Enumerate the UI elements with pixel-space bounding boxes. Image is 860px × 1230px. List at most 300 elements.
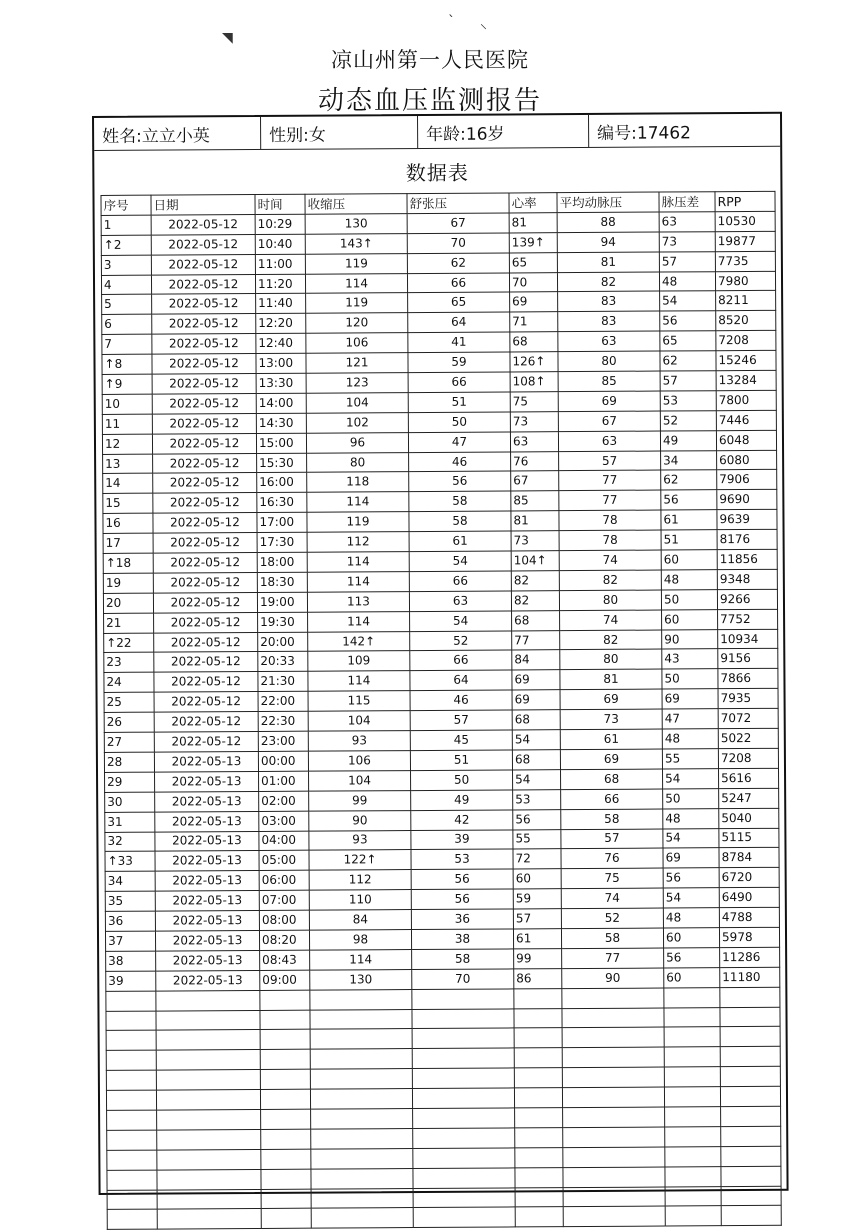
table-cell: 36 — [411, 909, 513, 930]
table-cell: 50 — [662, 669, 718, 689]
table-cell: 70 — [407, 233, 509, 254]
table-cell: 41 — [408, 332, 510, 353]
column-header: 收缩压 — [305, 194, 407, 215]
table-cell: 48 — [659, 271, 715, 291]
table-cell — [514, 988, 562, 1008]
table-cell: 82 — [557, 272, 659, 293]
table-cell: 2022-05-12 — [152, 393, 256, 414]
table-cell — [106, 1090, 156, 1110]
table-cell: 08:00 — [259, 910, 309, 930]
table-cell — [720, 1086, 780, 1106]
table-cell: 130 — [310, 969, 412, 990]
table-cell: 26 — [104, 712, 154, 732]
table-cell: 54 — [663, 888, 719, 908]
table-cell: 82 — [560, 630, 662, 651]
table-cell: 9639 — [717, 510, 777, 530]
table-cell: 6490 — [719, 887, 779, 907]
table-cell: 2022-05-13 — [154, 751, 258, 772]
table-cell: 2022-05-13 — [155, 831, 259, 852]
table-cell: 7208 — [718, 748, 778, 768]
table-cell: 5040 — [719, 808, 779, 828]
table-cell: 45 — [410, 730, 512, 751]
table-cell — [563, 1187, 665, 1208]
table-cell: 2022-05-12 — [152, 433, 256, 454]
table-cell: 13284 — [716, 370, 776, 390]
table-cell: 11:40 — [256, 294, 306, 314]
table-cell: 73 — [560, 709, 662, 730]
table-cell: 7 — [102, 334, 152, 354]
table-cell: 70 — [412, 969, 514, 990]
table-cell: 15 — [103, 493, 153, 513]
table-cell: 11 — [102, 414, 152, 434]
table-cell: 52 — [410, 631, 512, 652]
table-cell: 2022-05-12 — [152, 374, 256, 395]
table-cell — [562, 1027, 664, 1048]
table-cell: 9156 — [718, 649, 778, 669]
table-cell: 64 — [410, 670, 512, 691]
table-cell: 38 — [106, 951, 156, 971]
table-cell: 16:30 — [257, 493, 307, 513]
table-cell: 2022-05-12 — [154, 692, 258, 713]
table-cell — [107, 1130, 157, 1150]
table-cell: 119 — [306, 293, 408, 314]
table-cell: 42 — [411, 810, 513, 831]
table-cell: 67 — [558, 411, 660, 432]
table-cell — [310, 1029, 412, 1050]
table-cell: 60 — [663, 928, 719, 948]
table-cell: 10:40 — [255, 234, 305, 254]
table-cell: 2022-05-12 — [153, 513, 257, 534]
table-cell: 6080 — [717, 450, 777, 470]
table-cell — [260, 1030, 310, 1050]
table-cell: 7935 — [718, 689, 778, 709]
table-cell: 77 — [559, 471, 661, 492]
table-cell: 2022-05-12 — [153, 592, 257, 613]
empty-table-row — [107, 1206, 781, 1230]
table-cell — [107, 1150, 157, 1170]
table-cell: 51 — [410, 750, 512, 771]
table-cell: 2022-05-13 — [156, 950, 260, 971]
table-cell: ↑2 — [101, 235, 151, 255]
table-cell: 2022-05-12 — [154, 632, 258, 653]
table-cell — [514, 1088, 562, 1108]
table-cell: 5247 — [719, 788, 779, 808]
table-cell: 51 — [661, 530, 717, 550]
table-cell: 34 — [661, 450, 717, 470]
table-cell: 2022-05-12 — [154, 732, 258, 753]
table-cell: 69 — [663, 848, 719, 868]
table-cell: 49 — [660, 430, 716, 450]
table-body — [101, 211, 781, 1230]
table-cell — [261, 1189, 311, 1209]
table-cell: 2022-05-12 — [151, 214, 255, 235]
table-cell: 39 — [411, 829, 513, 850]
table-cell: 57 — [659, 251, 715, 271]
table-cell: 8784 — [719, 848, 779, 868]
table-cell: 2022-05-13 — [155, 851, 259, 872]
table-cell: 6 — [102, 314, 152, 334]
table-cell: 69 — [558, 391, 660, 412]
table-cell: 66 — [409, 571, 511, 592]
table-cell: 31 — [105, 812, 155, 832]
table-cell: 2022-05-13 — [156, 970, 260, 991]
table-cell: 70 — [509, 272, 557, 292]
patient-age: 年龄:16岁 — [418, 115, 589, 148]
table-cell: 78 — [559, 510, 661, 531]
table-cell: 114 — [307, 492, 409, 513]
table-cell: 69 — [512, 670, 560, 690]
table-cell: 73 — [511, 531, 559, 551]
table-cell: 73 — [659, 231, 715, 251]
table-cell: 54 — [663, 828, 719, 848]
table-cell: 7800 — [716, 390, 776, 410]
table-cell — [720, 1027, 780, 1047]
table-cell — [515, 1207, 563, 1227]
table-cell: 60 — [513, 869, 561, 889]
table-cell: 2022-05-12 — [151, 274, 255, 295]
table-cell — [413, 1187, 515, 1208]
table-cell: 11:00 — [255, 254, 305, 274]
table-cell — [515, 1147, 563, 1167]
table-cell — [106, 1011, 156, 1031]
table-cell — [156, 1010, 260, 1031]
table-cell — [311, 1208, 413, 1229]
table-cell: 53 — [660, 391, 716, 411]
table-cell: 57 — [660, 371, 716, 391]
table-cell: 56 — [661, 490, 717, 510]
table-cell: 96 — [306, 432, 408, 453]
table-cell: 65 — [509, 252, 557, 272]
table-cell — [562, 1047, 664, 1068]
table-cell — [664, 1007, 720, 1027]
table-cell: 2022-05-13 — [155, 891, 259, 912]
table-cell: 49 — [411, 790, 513, 811]
table-cell: 2022-05-13 — [155, 811, 259, 832]
table-cell — [515, 1167, 563, 1187]
table-cell: 80 — [559, 590, 661, 611]
table-cell: 67 — [511, 471, 559, 491]
table-cell: 77 — [559, 490, 661, 511]
table-cell — [260, 1010, 310, 1030]
table-cell: 5022 — [718, 728, 778, 748]
table-cell: 11:20 — [255, 274, 305, 294]
table-cell: 10 — [102, 394, 152, 414]
table-cell: 19:00 — [257, 592, 307, 612]
table-cell: 113 — [307, 591, 409, 612]
table-cell: 8176 — [717, 529, 777, 549]
table-cell — [412, 1048, 514, 1069]
table-cell: 59 — [513, 889, 561, 909]
table-cell: 85 — [558, 371, 660, 392]
table-cell: 2022-05-12 — [152, 314, 256, 335]
table-cell: 63 — [510, 431, 558, 451]
table-cell: ↑9 — [102, 374, 152, 394]
table-cell: 130 — [305, 213, 407, 234]
table-cell: 7735 — [715, 251, 775, 271]
table-cell: 77 — [562, 948, 664, 969]
table-cell: 90 — [309, 810, 411, 831]
table-cell — [413, 1108, 515, 1129]
table-cell: 119 — [305, 253, 407, 274]
table-cell — [720, 1007, 780, 1027]
table-cell: 4 — [101, 275, 151, 295]
table-cell — [260, 990, 310, 1010]
table-cell: 2022-05-12 — [154, 672, 258, 693]
table-cell: 32 — [105, 832, 155, 852]
table-cell: 93 — [309, 830, 411, 851]
table-cell: 48 — [661, 570, 717, 590]
table-cell: 11856 — [717, 549, 777, 569]
table-cell: 57 — [559, 451, 661, 472]
table-cell — [721, 1126, 781, 1146]
table-cell: 58 — [409, 511, 511, 532]
table-cell: 46 — [409, 452, 511, 473]
table-cell: 68 — [510, 332, 558, 352]
table-cell: 98 — [309, 930, 411, 951]
table-cell: 35 — [105, 891, 155, 911]
table-cell: 56 — [660, 311, 716, 331]
table-cell: 56 — [663, 868, 719, 888]
table-cell: 9266 — [717, 589, 777, 609]
table-cell: 54 — [662, 769, 718, 789]
scan-speck: ◥ — [222, 30, 233, 46]
table-cell: 2022-05-12 — [153, 553, 257, 574]
table-cell: 53 — [411, 849, 513, 870]
table-cell — [413, 1148, 515, 1169]
table-cell: 56 — [409, 471, 511, 492]
table-cell: 17:00 — [257, 512, 307, 532]
table-cell: 72 — [513, 849, 561, 869]
table-cell — [515, 1108, 563, 1128]
table-cell: 55 — [513, 829, 561, 849]
table-cell — [107, 1190, 157, 1210]
table-cell: 20 — [103, 593, 153, 613]
table-cell: 39 — [106, 971, 156, 991]
table-cell — [563, 1206, 665, 1227]
column-header: 时间 — [255, 194, 305, 214]
table-cell — [720, 1067, 780, 1087]
table-cell — [310, 1089, 412, 1110]
table-cell — [156, 1070, 260, 1091]
table-cell: 2022-05-12 — [153, 453, 257, 474]
table-cell: 74 — [560, 610, 662, 631]
table-cell: 7446 — [716, 410, 776, 430]
table-cell: 56 — [513, 809, 561, 829]
table-cell: 13 — [103, 454, 153, 474]
table-cell: 63 — [558, 331, 660, 352]
table-cell: 20:00 — [258, 632, 308, 652]
table-cell: 2022-05-12 — [152, 334, 256, 355]
table-cell — [413, 1168, 515, 1189]
table-cell — [412, 1008, 514, 1029]
table-cell: 02:00 — [259, 791, 309, 811]
table-cell: 80 — [558, 351, 660, 372]
table-cell: 54 — [513, 769, 561, 789]
table-cell: 36 — [105, 911, 155, 931]
table-cell: 14:00 — [256, 393, 306, 413]
table-cell: 88 — [557, 212, 659, 233]
table-cell: 2022-05-13 — [155, 911, 259, 932]
table-cell: 65 — [660, 331, 716, 351]
table-cell: 84 — [309, 910, 411, 931]
report-frame — [92, 112, 789, 1195]
table-cell — [310, 1009, 412, 1030]
table-cell: 106 — [308, 751, 410, 772]
table-cell: 76 — [511, 451, 559, 471]
column-header: 脉压差 — [659, 192, 715, 212]
table-cell: 43 — [662, 649, 718, 669]
table-cell — [664, 1047, 720, 1067]
table-cell: 7208 — [716, 331, 776, 351]
table-cell: 115 — [308, 691, 410, 712]
table-cell: 69 — [560, 749, 662, 770]
table-cell: 8211 — [716, 291, 776, 311]
table-cell: 2022-05-12 — [152, 354, 256, 375]
table-cell: 5978 — [719, 927, 779, 947]
table-cell — [157, 1209, 261, 1230]
table-cell — [665, 1127, 721, 1147]
table-cell: 18:30 — [257, 572, 307, 592]
column-header: 舒张压 — [407, 193, 509, 214]
table-cell — [721, 1206, 781, 1226]
table-cell: 54 — [410, 611, 512, 632]
table-cell — [515, 1128, 563, 1148]
table-cell: 142↑ — [308, 631, 410, 652]
table-cell: 58 — [561, 928, 663, 949]
table-cell: 08:43 — [260, 950, 310, 970]
table-cell: 60 — [661, 550, 717, 570]
column-header: 平均动脉压 — [557, 192, 659, 213]
table-cell: 82 — [511, 590, 559, 610]
table-cell: 34 — [105, 871, 155, 891]
table-cell: 104 — [308, 711, 410, 732]
table-cell: 104 — [309, 770, 411, 791]
table-cell: 66 — [407, 273, 509, 294]
table-cell: 106 — [306, 333, 408, 354]
table-cell — [665, 1206, 721, 1226]
table-cell: 10530 — [715, 211, 775, 231]
table-cell: 16:00 — [257, 473, 307, 493]
table-cell — [720, 1047, 780, 1067]
table-cell — [311, 1148, 413, 1169]
table-cell: 74 — [559, 550, 661, 571]
table-cell: 61 — [513, 929, 561, 949]
table-cell: 2022-05-12 — [153, 493, 257, 514]
table-cell — [106, 1031, 156, 1051]
table-cell: 62 — [661, 470, 717, 490]
table-cell: 19877 — [715, 231, 775, 251]
table-cell: 6048 — [716, 430, 776, 450]
table-cell: 2022-05-12 — [153, 473, 257, 494]
table-cell: 2022-05-13 — [155, 791, 259, 812]
table-cell: 84 — [512, 650, 560, 670]
table-cell: 69 — [512, 690, 560, 710]
table-cell — [107, 1110, 157, 1130]
table-cell: 38 — [411, 929, 513, 950]
table-cell: 07:00 — [259, 890, 309, 910]
table-cell: 13:00 — [256, 353, 306, 373]
table-cell — [157, 1109, 261, 1130]
table-cell: 48 — [663, 908, 719, 928]
table-cell: 2022-05-12 — [152, 413, 256, 434]
table-cell: 120 — [306, 313, 408, 334]
table-cell — [664, 987, 720, 1007]
table-cell — [563, 1127, 665, 1148]
table-cell: 19:30 — [258, 612, 308, 632]
table-cell: 8520 — [716, 311, 776, 331]
table-cell: 2022-05-13 — [155, 771, 259, 792]
table-cell: 7980 — [715, 271, 775, 291]
table-cell — [311, 1188, 413, 1209]
scan-speck: ` — [448, 14, 455, 30]
table-cell: 2022-05-12 — [154, 712, 258, 733]
table-cell: 85 — [511, 491, 559, 511]
table-cell: 66 — [410, 650, 512, 671]
table-cell: 08:20 — [259, 930, 309, 950]
table-cell — [665, 1186, 721, 1206]
table-cell: 57 — [513, 909, 561, 929]
table-cell: 19 — [103, 573, 153, 593]
table-cell: 114 — [307, 571, 409, 592]
table-cell — [514, 1048, 562, 1068]
table-cell: 05:00 — [259, 851, 309, 871]
table-cell — [311, 1168, 413, 1189]
table-cell: 93 — [308, 731, 410, 752]
table-cell: 104↑ — [511, 551, 559, 571]
table-cell: 81 — [560, 669, 662, 690]
table-cell — [664, 1087, 720, 1107]
table-cell — [156, 990, 260, 1011]
table-cell: 48 — [662, 729, 718, 749]
hospital-name: 凉山州第一人民医院 — [331, 48, 529, 72]
table-cell: 99 — [309, 790, 411, 811]
table-cell: 82 — [559, 570, 661, 591]
table-cell: 108↑ — [510, 372, 558, 392]
table-cell: 102 — [306, 412, 408, 433]
table-cell: 61 — [661, 510, 717, 530]
table-cell — [261, 1209, 311, 1229]
table-cell: 122↑ — [309, 850, 411, 871]
scan-speck: ⸌ — [480, 22, 487, 38]
table-cell — [721, 1106, 781, 1126]
table-cell: 30 — [105, 792, 155, 812]
table-cell: 2022-05-13 — [155, 871, 259, 892]
table-cell — [157, 1169, 261, 1190]
table-cell: 03:00 — [259, 811, 309, 831]
table-cell: 53 — [513, 789, 561, 809]
table-cell — [720, 987, 780, 1007]
table-cell: 69 — [510, 292, 558, 312]
table-cell: 27 — [104, 732, 154, 752]
table-cell: 112 — [307, 532, 409, 553]
patient-gender: 性别:女 — [261, 116, 418, 149]
table-cell: 1 — [101, 215, 151, 235]
table-cell — [261, 1129, 311, 1149]
table-cell: 74 — [561, 888, 663, 909]
table-cell: 06:00 — [259, 870, 309, 890]
table-cell — [310, 989, 412, 1010]
table-cell: 119 — [307, 512, 409, 533]
table-cell: 2022-05-12 — [152, 294, 256, 315]
table-cell: 7752 — [718, 609, 778, 629]
table-cell: 121 — [306, 353, 408, 374]
table-cell: 66 — [408, 372, 510, 393]
table-cell: 58 — [412, 949, 514, 970]
table-cell: 7866 — [718, 669, 778, 689]
table-cell: 22:30 — [258, 711, 308, 731]
table-cell — [665, 1146, 721, 1166]
table-cell — [665, 1107, 721, 1127]
